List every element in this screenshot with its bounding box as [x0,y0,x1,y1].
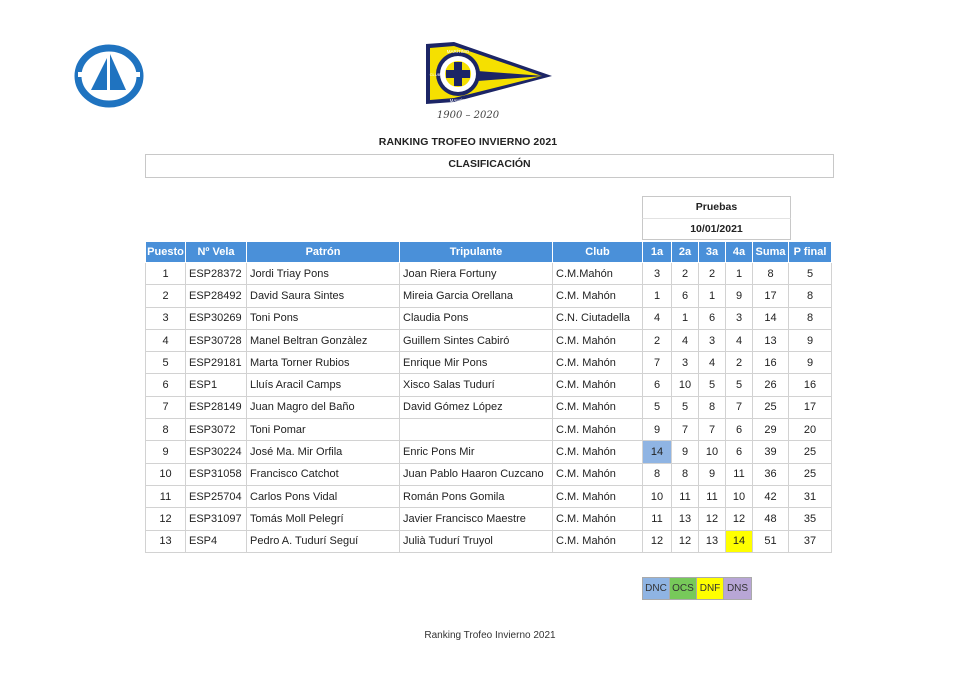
cell-sail-number: ESP31058 [186,463,247,485]
cell-race4: 14 [726,530,753,552]
sailing-logo-icon [74,44,144,108]
cell-suma: 42 [753,485,789,507]
col-header-club: Club [553,242,643,263]
cell-suma: 25 [753,396,789,418]
cell-race1: 1 [643,285,672,307]
cell-race2: 12 [672,530,699,552]
cell-final: 25 [789,463,832,485]
cell-club: C.M. Mahón [553,441,643,463]
cell-race3: 12 [699,508,726,530]
cell-final: 9 [789,329,832,351]
cell-puesto: 7 [146,396,186,418]
race-date: 10/01/2021 [642,218,791,240]
cell-club: C.M. Mahón [553,374,643,396]
table-row [146,352,832,374]
cell-suma: 48 [753,508,789,530]
cell-race3: 13 [699,530,726,552]
cell-skipper: Pedro A. Tudurí Seguí [247,530,400,552]
cell-sail-number: ESP29181 [186,352,247,374]
cell-suma: 36 [753,463,789,485]
table-row [146,463,832,485]
cell-skipper: Francisco Catchot [247,463,400,485]
club-years: 1900 – 2020 [436,110,500,121]
table-row [146,441,832,463]
cell-race4: 4 [726,329,753,351]
cell-club: C.M. Mahón [553,352,643,374]
cell-race3: 7 [699,419,726,441]
cell-race1: 6 [643,374,672,396]
cell-puesto: 4 [146,329,186,351]
cell-race3: 3 [699,329,726,351]
results-table [145,241,832,553]
col-header-tripulante: Tripulante [400,242,553,263]
cell-suma: 8 [753,263,789,285]
col-header-race4: 4a [726,242,753,263]
cell-race2: 8 [672,463,699,485]
cell-sail-number: ESP3072 [186,419,247,441]
cell-race4: 5 [726,374,753,396]
table-row [146,530,832,552]
cell-race3: 11 [699,485,726,507]
legend-dns: DNS [724,578,751,599]
club-pennant-logo-icon [424,40,556,106]
cell-club: C.M. Mahón [553,463,643,485]
cell-final: 31 [789,485,832,507]
cell-skipper: Jordi Triay Pons [247,263,400,285]
cell-race4: 9 [726,285,753,307]
cell-race4: 7 [726,396,753,418]
col-header-race2: 2a [672,242,699,263]
cell-race1: 4 [643,307,672,329]
cell-suma: 51 [753,530,789,552]
cell-sail-number: ESP25704 [186,485,247,507]
cell-race2: 5 [672,396,699,418]
cell-crew: Xisco Salas Tudurí [400,374,553,396]
cell-puesto: 6 [146,374,186,396]
cell-race1: 10 [643,485,672,507]
cell-puesto: 13 [146,530,186,552]
cell-race2: 11 [672,485,699,507]
cell-club: C.M. Mahón [553,508,643,530]
cell-crew: David Gómez López [400,396,553,418]
table-row [146,329,832,351]
cell-race4: 3 [726,307,753,329]
cell-race3: 1 [699,285,726,307]
cell-skipper: David Saura Sintes [247,285,400,307]
cell-puesto: 1 [146,263,186,285]
cell-crew: Claudia Pons [400,307,553,329]
cell-race4: 6 [726,441,753,463]
cell-skipper: Lluís Aracil Camps [247,374,400,396]
cell-skipper: Juan Magro del Baño [247,396,400,418]
cell-crew: Román Pons Gomila [400,485,553,507]
col-header-race3: 3a [699,242,726,263]
cell-puesto: 10 [146,463,186,485]
legend-dnc: DNC [643,578,670,599]
cell-final: 35 [789,508,832,530]
cell-crew: Julià Tudurí Truyol [400,530,553,552]
table-row [146,485,832,507]
cell-race1: 12 [643,530,672,552]
cell-race3: 5 [699,374,726,396]
table-row [146,419,832,441]
cell-sail-number: ESP28372 [186,263,247,285]
cell-race4: 1 [726,263,753,285]
cell-skipper: Marta Torner Rubios [247,352,400,374]
cell-puesto: 5 [146,352,186,374]
cell-race3: 4 [699,352,726,374]
cell-skipper: Carlos Pons Vidal [247,485,400,507]
cell-club: C.M.Mahón [553,263,643,285]
classification-header: CLASIFICACIÓN [145,154,834,178]
cell-race1: 14 [643,441,672,463]
col-header-puesto: Puesto [146,242,186,263]
cell-race1: 11 [643,508,672,530]
page-title: RANKING TROFEO INVIERNO 2021 [378,136,558,148]
cell-final: 20 [789,419,832,441]
cell-skipper: Manel Beltran Gonzàlez [247,329,400,351]
col-header-vela: Nº Vela [186,242,247,263]
cell-puesto: 3 [146,307,186,329]
cell-sail-number: ESP28492 [186,285,247,307]
cell-crew: Mireia Garcia Orellana [400,285,553,307]
cell-race2: 4 [672,329,699,351]
table-row [146,263,832,285]
pennant-text-top: MARÍTIMO [446,49,470,54]
col-header-suma: Suma [753,242,789,263]
cell-skipper: José Ma. Mir Orfila [247,441,400,463]
table-row [146,374,832,396]
cell-puesto: 9 [146,441,186,463]
cell-suma: 39 [753,441,789,463]
pruebas-header: Pruebas [642,196,791,218]
col-header-race1: 1a [643,242,672,263]
cell-race3: 2 [699,263,726,285]
cell-puesto: 2 [146,285,186,307]
legend-ocs: OCS [670,578,697,599]
cell-race2: 3 [672,352,699,374]
cell-final: 16 [789,374,832,396]
cell-suma: 13 [753,329,789,351]
cell-club: C.M. Mahón [553,530,643,552]
cell-club: C.M. Mahón [553,485,643,507]
cell-final: 8 [789,307,832,329]
cell-race4: 10 [726,485,753,507]
cell-skipper: Toni Pomar [247,419,400,441]
table-row [146,508,832,530]
cell-crew [400,419,553,441]
cell-suma: 17 [753,285,789,307]
cell-crew: Enrique Mir Pons [400,352,553,374]
cell-skipper: Toni Pons [247,307,400,329]
cell-club: C.M. Mahón [553,329,643,351]
cell-race4: 11 [726,463,753,485]
table-row [146,307,832,329]
cell-puesto: 11 [146,485,186,507]
cell-suma: 16 [753,352,789,374]
table-row [146,285,832,307]
cell-race2: 1 [672,307,699,329]
cell-race2: 7 [672,419,699,441]
pennant-text-left: CLUB [429,72,441,77]
cell-crew: Juan Pablo Haaron Cuzcano [400,463,553,485]
col-header-patron: Patrón [247,242,400,263]
cell-sail-number: ESP31097 [186,508,247,530]
cell-skipper: Tomás Moll Pelegrí [247,508,400,530]
cell-race4: 6 [726,419,753,441]
cell-club: C.M. Mahón [553,419,643,441]
pennant-text-bottom: MAHÓN [449,98,467,103]
cell-final: 17 [789,396,832,418]
cell-club: C.M. Mahón [553,285,643,307]
cell-race1: 5 [643,396,672,418]
cell-race1: 3 [643,263,672,285]
cell-final: 25 [789,441,832,463]
cell-suma: 26 [753,374,789,396]
cell-race4: 12 [726,508,753,530]
cell-club: C.M. Mahón [553,396,643,418]
cell-race2: 13 [672,508,699,530]
cell-suma: 14 [753,307,789,329]
cell-sail-number: ESP30269 [186,307,247,329]
cell-race1: 7 [643,352,672,374]
cell-race2: 9 [672,441,699,463]
cell-sail-number: ESP4 [186,530,247,552]
cell-race3: 6 [699,307,726,329]
cell-race2: 6 [672,285,699,307]
cell-race3: 10 [699,441,726,463]
cell-final: 8 [789,285,832,307]
cell-race2: 2 [672,263,699,285]
table-row [146,396,832,418]
cell-race2: 10 [672,374,699,396]
cell-crew: Javier Francisco Maestre [400,508,553,530]
cell-crew: Guillem Sintes Cabiró [400,329,553,351]
cell-sail-number: ESP30224 [186,441,247,463]
cell-crew: Joan Riera Fortuny [400,263,553,285]
cell-final: 37 [789,530,832,552]
cell-suma: 29 [753,419,789,441]
cell-puesto: 8 [146,419,186,441]
cell-race4: 2 [726,352,753,374]
cell-sail-number: ESP1 [186,374,247,396]
cell-race1: 9 [643,419,672,441]
legend-dnf: DNF [697,578,724,599]
cell-final: 5 [789,263,832,285]
cell-sail-number: ESP30728 [186,329,247,351]
cell-club: C.N. Ciutadella [553,307,643,329]
cell-race3: 8 [699,396,726,418]
cell-puesto: 12 [146,508,186,530]
cell-crew: Enric Pons Mir [400,441,553,463]
cell-race1: 2 [643,329,672,351]
cell-final: 9 [789,352,832,374]
results-body [146,263,832,553]
legend [642,577,752,600]
page-footer: Ranking Trofeo Invierno 2021 [424,630,556,641]
cell-race1: 8 [643,463,672,485]
col-header-final: P final [789,242,832,263]
cell-sail-number: ESP28149 [186,396,247,418]
table-header-row [146,242,832,263]
cell-race3: 9 [699,463,726,485]
